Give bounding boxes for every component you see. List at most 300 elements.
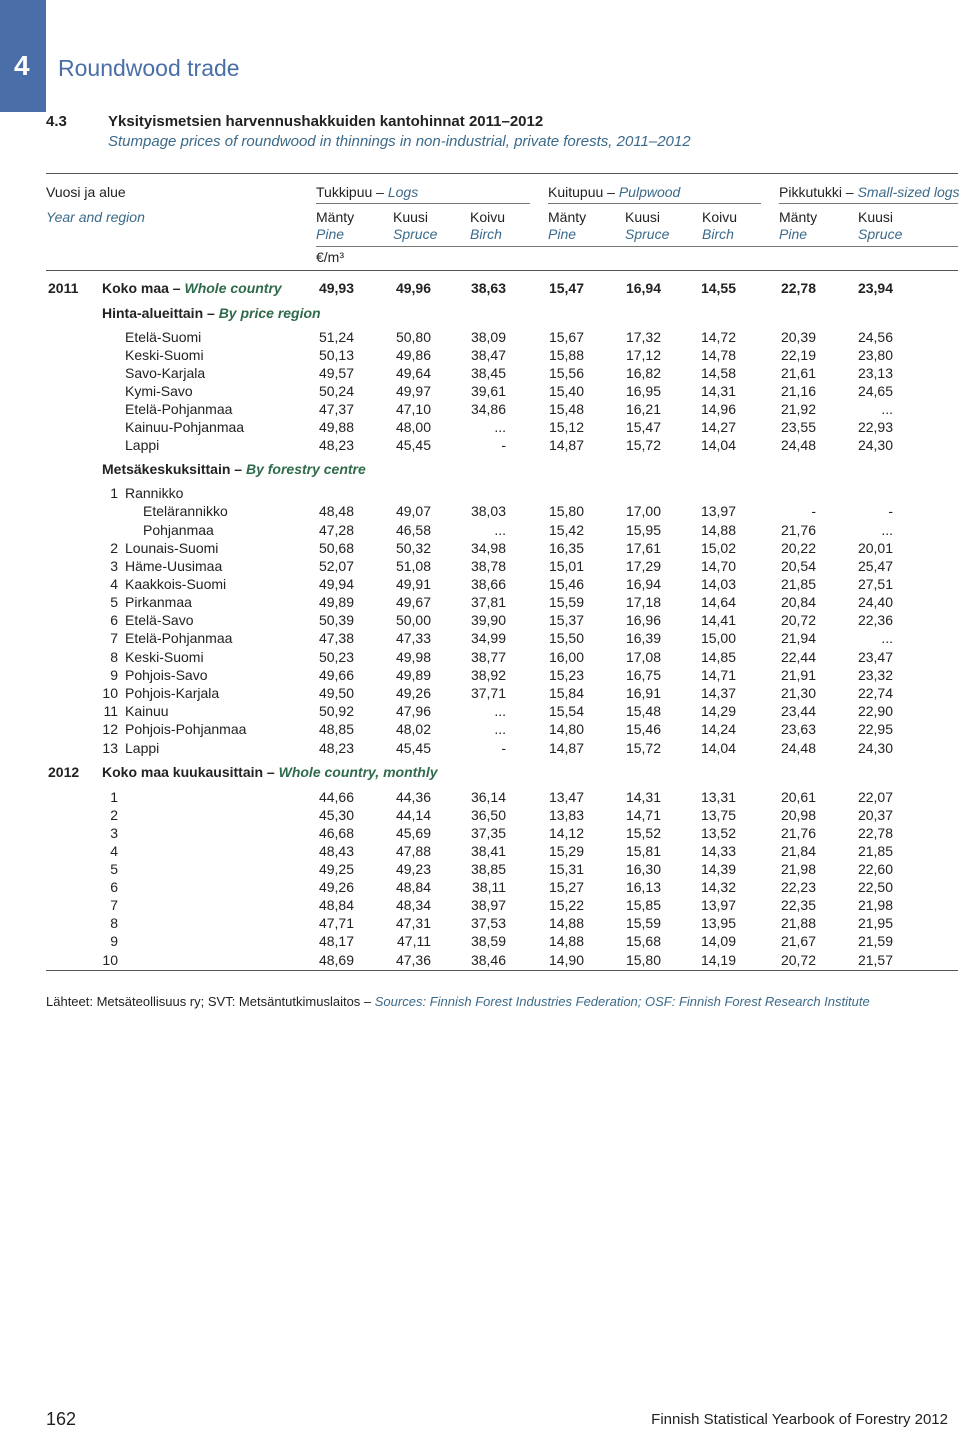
table-section-heading — [0, 461, 960, 479]
value-cell: 14,12 — [548, 825, 584, 841]
year-cell: 2011 — [48, 280, 79, 296]
value-cell: 13,97 — [700, 503, 736, 519]
table-row — [0, 825, 960, 843]
value-cell: 15,81 — [625, 843, 661, 859]
value-cell: 17,18 — [625, 594, 661, 610]
row-number-cell: 8 — [110, 915, 118, 931]
value-cell: 24,56 — [857, 329, 893, 345]
value-cell: 21,85 — [857, 843, 893, 859]
value-cell: ... — [494, 721, 506, 737]
table-row — [0, 703, 960, 721]
table-row — [0, 807, 960, 825]
value-cell: 49,89 — [395, 667, 431, 683]
value-cell: 14,03 — [700, 576, 736, 592]
group-rule-pulpwood — [548, 203, 761, 204]
value-cell: 49,64 — [395, 365, 431, 381]
value-cell: 38,09 — [470, 329, 506, 345]
species-header-fi: Mänty — [316, 209, 355, 225]
row-label: Metsäkeskuksittain – By forestry centre — [102, 461, 366, 477]
value-cell: 15,48 — [548, 401, 584, 417]
value-cell: 14,58 — [700, 365, 736, 381]
table-title-fi: Yksityismetsien harvennushakkuiden kantohinnat 2011–2012 — [108, 113, 544, 130]
table-row — [0, 685, 960, 703]
value-cell: 17,00 — [625, 503, 661, 519]
value-cell: 49,50 — [318, 685, 354, 701]
table-bottom-rule — [46, 970, 958, 971]
value-cell: 15,72 — [625, 740, 661, 756]
value-cell: 50,24 — [318, 383, 354, 399]
value-cell: 13,47 — [548, 789, 584, 805]
value-cell: - — [811, 503, 816, 519]
value-cell: 45,69 — [395, 825, 431, 841]
species-header-fi: Mänty — [548, 209, 587, 225]
value-cell: 46,68 — [318, 825, 354, 841]
unit-rule — [316, 246, 958, 247]
value-cell: 15,67 — [548, 329, 584, 345]
row-label: Pirkanmaa — [125, 594, 192, 610]
value-cell: 48,85 — [318, 721, 354, 737]
value-cell: 22,44 — [780, 649, 816, 665]
row-number-cell: 1 — [110, 789, 118, 805]
species-header-fi: Mänty — [779, 209, 818, 225]
row-label: Etelä-Pohjanmaa — [125, 401, 233, 417]
value-cell: 15,47 — [625, 419, 661, 435]
value-cell: 15,80 — [625, 952, 661, 968]
value-cell: 13,52 — [700, 825, 736, 841]
table-row — [0, 740, 960, 758]
value-cell: 15,01 — [548, 558, 584, 574]
row-number-cell: 3 — [110, 825, 118, 841]
value-cell: 14,88 — [700, 522, 736, 538]
value-cell: 47,33 — [395, 630, 431, 646]
value-cell: 49,94 — [318, 576, 354, 592]
species-header-en: Spruce — [625, 226, 670, 242]
value-cell: 34,86 — [470, 401, 506, 417]
row-label: Pohjois-Pohjanmaa — [125, 721, 247, 737]
value-cell: 49,91 — [395, 576, 431, 592]
row-label: Hinta-alueittain – By price region — [102, 305, 321, 321]
value-cell: 24,30 — [857, 740, 893, 756]
value-cell: 13,95 — [700, 915, 736, 931]
value-cell: 49,96 — [395, 280, 431, 296]
row-label: Pohjois-Karjala — [125, 685, 220, 701]
table-row — [0, 721, 960, 739]
table-row — [0, 649, 960, 667]
value-cell: 38,66 — [470, 576, 506, 592]
value-cell: - — [501, 437, 506, 453]
value-cell: 22,07 — [857, 789, 893, 805]
value-cell: 16,94 — [625, 576, 661, 592]
value-cell: 37,81 — [470, 594, 506, 610]
value-cell: 44,14 — [395, 807, 431, 823]
row-number-cell: 11 — [103, 703, 118, 719]
value-cell: 14,29 — [700, 703, 736, 719]
value-cell: 24,30 — [857, 437, 893, 453]
value-cell: ... — [881, 522, 893, 538]
value-cell: 34,99 — [470, 630, 506, 646]
value-cell: 49,97 — [395, 383, 431, 399]
group-rule-small-logs — [779, 203, 958, 204]
value-cell: 47,37 — [318, 401, 354, 417]
row-label: Lappi — [125, 437, 160, 453]
value-cell: 37,53 — [470, 915, 506, 931]
species-header-en: Pine — [779, 226, 808, 242]
value-cell: 14,72 — [700, 329, 736, 345]
species-header-en: Birch — [702, 226, 734, 242]
value-cell: 16,95 — [625, 383, 661, 399]
table-row — [0, 419, 960, 437]
value-cell: 47,36 — [395, 952, 431, 968]
chapter-title: Roundwood trade — [58, 55, 240, 81]
row-label: Lounais-Suomi — [125, 540, 219, 556]
value-cell: 14,32 — [700, 879, 736, 895]
value-cell: 15,02 — [700, 540, 736, 556]
value-cell: 21,88 — [780, 915, 816, 931]
species-header-en: Birch — [470, 226, 502, 242]
value-cell: 16,75 — [625, 667, 661, 683]
value-cell: 37,35 — [470, 825, 506, 841]
value-cell: 16,82 — [625, 365, 661, 381]
table-row — [0, 329, 960, 347]
value-cell: 14,24 — [700, 721, 736, 737]
value-cell: 14,80 — [548, 721, 584, 737]
value-cell: 15,00 — [700, 630, 736, 646]
value-cell: 48,23 — [318, 740, 354, 756]
value-cell: ... — [494, 522, 506, 538]
value-cell: 38,59 — [470, 933, 506, 949]
table-row — [0, 347, 960, 365]
value-cell: 21,30 — [780, 685, 816, 701]
species-header-fi: Kuusi — [625, 209, 661, 225]
row-number-cell: 10 — [102, 952, 118, 968]
value-cell: 21,16 — [780, 383, 816, 399]
value-cell: 38,46 — [470, 952, 506, 968]
value-cell: 45,30 — [318, 807, 354, 823]
value-cell: 47,31 — [395, 915, 431, 931]
table-row — [0, 522, 960, 540]
value-cell: 48,34 — [395, 897, 431, 913]
value-cell: 13,75 — [700, 807, 736, 823]
value-cell: 37,71 — [470, 685, 506, 701]
value-cell: 22,60 — [857, 861, 893, 877]
row-number-cell: 5 — [110, 594, 118, 610]
value-cell: 44,36 — [395, 789, 431, 805]
value-cell: 21,61 — [780, 365, 816, 381]
table-title-en: Stumpage prices of roundwood in thinnings in non-industrial, private forests, 2011–2012 — [108, 133, 691, 150]
value-cell: 14,71 — [700, 667, 736, 683]
species-header-en: Pine — [548, 226, 577, 242]
value-cell: 48,02 — [395, 721, 431, 737]
group-rule-logs — [316, 203, 530, 204]
value-cell: 21,85 — [780, 576, 816, 592]
value-cell: 14,85 — [700, 649, 736, 665]
value-cell: 36,14 — [470, 789, 506, 805]
value-cell: 49,89 — [318, 594, 354, 610]
value-cell: 15,59 — [625, 915, 661, 931]
row-number-cell: 9 — [110, 933, 118, 949]
value-cell: 15,46 — [548, 576, 584, 592]
value-cell: 14,37 — [700, 685, 736, 701]
value-cell: 14,27 — [700, 419, 736, 435]
value-cell: 20,72 — [780, 612, 816, 628]
row-number-cell: 7 — [110, 897, 118, 913]
value-cell: 50,92 — [318, 703, 354, 719]
value-cell: 15,80 — [548, 503, 584, 519]
value-cell: 48,84 — [395, 879, 431, 895]
table-row — [0, 667, 960, 685]
table-row — [0, 879, 960, 897]
value-cell: 45,45 — [395, 740, 431, 756]
table-row — [0, 558, 960, 576]
value-cell: 15,40 — [548, 383, 584, 399]
value-cell: 49,26 — [395, 685, 431, 701]
value-cell: 49,66 — [318, 667, 354, 683]
row-label-en: Year and region — [46, 209, 145, 225]
table-row — [0, 437, 960, 455]
value-cell: 14,87 — [548, 740, 584, 756]
table-number: 4.3 — [46, 113, 67, 130]
value-cell: 21,84 — [780, 843, 816, 859]
value-cell: 23,63 — [780, 721, 816, 737]
table-row — [0, 540, 960, 558]
value-cell: 15,72 — [625, 437, 661, 453]
value-cell: 22,74 — [857, 685, 893, 701]
value-cell: 14,87 — [548, 437, 584, 453]
value-cell: 38,77 — [470, 649, 506, 665]
table-row — [0, 915, 960, 933]
value-cell: 15,22 — [548, 897, 584, 913]
value-cell: 14,41 — [700, 612, 736, 628]
value-cell: 14,64 — [700, 594, 736, 610]
value-cell: 47,88 — [395, 843, 431, 859]
row-number-cell: 9 — [110, 667, 118, 683]
value-cell: 50,00 — [395, 612, 431, 628]
value-cell: 21,76 — [780, 825, 816, 841]
table-section-heading — [0, 305, 960, 323]
value-cell: 38,63 — [470, 280, 506, 296]
value-cell: 21,76 — [780, 522, 816, 538]
value-cell: 20,54 — [780, 558, 816, 574]
row-number-cell: 4 — [110, 843, 118, 859]
value-cell: 15,85 — [625, 897, 661, 913]
row-label: Pohjois-Savo — [125, 667, 208, 683]
species-header-en: Pine — [316, 226, 345, 242]
value-cell: ... — [494, 703, 506, 719]
value-cell: 14,09 — [700, 933, 736, 949]
value-cell: 21,91 — [780, 667, 816, 683]
value-cell: 22,50 — [857, 879, 893, 895]
value-cell: 24,65 — [857, 383, 893, 399]
value-cell: 15,47 — [548, 280, 584, 296]
value-cell: 14,88 — [548, 915, 584, 931]
value-cell: 38,85 — [470, 861, 506, 877]
value-cell: 47,10 — [395, 401, 431, 417]
value-cell: 21,67 — [780, 933, 816, 949]
value-cell: 39,90 — [470, 612, 506, 628]
value-cell: 15,27 — [548, 879, 584, 895]
value-cell: 38,92 — [470, 667, 506, 683]
value-cell: 23,32 — [857, 667, 893, 683]
value-cell: 15,12 — [548, 419, 584, 435]
value-cell: 25,47 — [857, 558, 893, 574]
value-cell: 20,84 — [780, 594, 816, 610]
chapter-tab — [0, 0, 46, 112]
value-cell: 22,78 — [857, 825, 893, 841]
value-cell: 38,45 — [470, 365, 506, 381]
row-number-cell: 13 — [102, 740, 118, 756]
value-cell: 50,23 — [318, 649, 354, 665]
value-cell: ... — [881, 401, 893, 417]
row-label: Kainuu-Pohjanmaa — [125, 419, 245, 435]
value-cell: 16,30 — [625, 861, 661, 877]
value-cell: 17,61 — [625, 540, 661, 556]
value-cell: 49,98 — [395, 649, 431, 665]
value-cell: 47,28 — [318, 522, 354, 538]
value-cell: 49,86 — [395, 347, 431, 363]
value-cell: 15,42 — [548, 522, 584, 538]
value-cell: 13,83 — [548, 807, 584, 823]
value-cell: 23,94 — [857, 280, 893, 296]
value-cell: 38,97 — [470, 897, 506, 913]
value-cell: 15,23 — [548, 667, 584, 683]
value-cell: 15,95 — [625, 522, 661, 538]
species-header-fi: Koivu — [702, 209, 738, 225]
table-row — [0, 952, 960, 970]
row-label: Etelärannikko — [143, 503, 228, 519]
value-cell: ... — [494, 419, 506, 435]
value-cell: 15,84 — [548, 685, 584, 701]
row-label: Etelä-Pohjanmaa — [125, 630, 233, 646]
row-label: Etelä-Suomi — [125, 329, 202, 345]
value-cell: 36,50 — [470, 807, 506, 823]
value-cell: 45,45 — [395, 437, 431, 453]
value-cell: 39,61 — [470, 383, 506, 399]
value-cell: 13,31 — [700, 789, 736, 805]
value-cell: 50,39 — [318, 612, 354, 628]
row-number-cell: 6 — [110, 612, 118, 628]
value-cell: 49,23 — [395, 861, 431, 877]
row-label: Savo-Karjala — [125, 365, 206, 381]
table-top-rule — [46, 173, 958, 174]
table-row — [0, 383, 960, 401]
row-number-cell: 10 — [102, 685, 118, 701]
row-number-cell: 4 — [110, 576, 118, 592]
value-cell: 22,78 — [780, 280, 816, 296]
value-cell: 22,90 — [857, 703, 893, 719]
value-cell: 14,96 — [700, 401, 736, 417]
value-cell: 51,08 — [395, 558, 431, 574]
value-cell: 49,88 — [318, 419, 354, 435]
species-header-en: Spruce — [393, 226, 438, 242]
row-number-cell: 2 — [110, 807, 118, 823]
value-cell: 22,23 — [780, 879, 816, 895]
value-cell: 48,00 — [395, 419, 431, 435]
value-cell: 16,94 — [625, 280, 661, 296]
value-cell: 21,98 — [780, 861, 816, 877]
row-label: Etelä-Savo — [125, 612, 194, 628]
value-cell: 49,26 — [318, 879, 354, 895]
value-cell: 14,04 — [700, 437, 736, 453]
row-label: Koko maa – Whole country — [102, 280, 282, 296]
value-cell: 16,35 — [548, 540, 584, 556]
value-cell: 23,13 — [857, 365, 893, 381]
value-cell: 23,80 — [857, 347, 893, 363]
value-cell: 49,07 — [395, 503, 431, 519]
value-cell: 50,32 — [395, 540, 431, 556]
value-cell: 17,12 — [625, 347, 661, 363]
value-cell: 14,71 — [625, 807, 661, 823]
value-cell: 15,46 — [625, 721, 661, 737]
value-cell: 17,08 — [625, 649, 661, 665]
row-label: Koko maa kuukausittain – Whole country, monthly — [102, 764, 438, 780]
row-label: Lappi — [125, 740, 160, 756]
value-cell: 14,33 — [700, 843, 736, 859]
value-cell: 38,78 — [470, 558, 506, 574]
value-cell: 15,68 — [625, 933, 661, 949]
value-cell: 48,17 — [318, 933, 354, 949]
year-cell: 2012 — [48, 764, 80, 780]
table-row — [0, 280, 960, 298]
row-number-cell: 5 — [110, 861, 118, 877]
table-row — [0, 576, 960, 594]
value-cell: 20,39 — [780, 329, 816, 345]
value-cell: 38,11 — [472, 879, 506, 895]
value-cell: 16,39 — [625, 630, 661, 646]
value-cell: 48,23 — [318, 437, 354, 453]
value-cell: 20,98 — [780, 807, 816, 823]
value-cell: 24,40 — [857, 594, 893, 610]
value-cell: 38,47 — [470, 347, 506, 363]
row-number-cell: 1 — [110, 485, 118, 501]
value-cell: 15,54 — [548, 703, 584, 719]
value-cell: 15,56 — [548, 365, 584, 381]
value-cell: 48,69 — [318, 952, 354, 968]
row-label: Kaakkois-Suomi — [125, 576, 227, 592]
group-header-pulpwood: Kuitupuu – Pulpwood — [548, 184, 681, 200]
group-header-small-logs: Pikkutukki – Small-sized logs — [779, 184, 960, 200]
table-row — [0, 789, 960, 807]
value-cell: 16,96 — [625, 612, 661, 628]
value-cell: 22,35 — [780, 897, 816, 913]
species-header-fi: Kuusi — [393, 209, 429, 225]
table-row — [0, 933, 960, 951]
value-cell: 38,03 — [470, 503, 506, 519]
value-cell: 20,01 — [857, 540, 893, 556]
value-cell: 23,47 — [857, 649, 893, 665]
value-cell: 21,59 — [857, 933, 893, 949]
value-cell: 14,90 — [548, 952, 584, 968]
table-row — [0, 485, 960, 503]
value-cell: 47,71 — [318, 915, 354, 931]
value-cell: 20,22 — [780, 540, 816, 556]
value-cell: 22,19 — [780, 347, 816, 363]
value-cell: 22,36 — [857, 612, 893, 628]
value-cell: 16,00 — [548, 649, 584, 665]
value-cell: 24,48 — [780, 437, 816, 453]
publication-title: Finnish Statistical Yearbook of Forestry 2012 — [651, 1411, 948, 1428]
value-cell: 50,68 — [318, 540, 354, 556]
value-cell: 13,97 — [700, 897, 736, 913]
value-cell: 15,37 — [548, 612, 584, 628]
header-bottom-rule — [46, 270, 958, 271]
value-cell: 15,88 — [548, 347, 584, 363]
value-cell: 22,93 — [857, 419, 893, 435]
value-cell: 23,55 — [780, 419, 816, 435]
value-cell: 48,84 — [318, 897, 354, 913]
value-cell: ... — [881, 630, 893, 646]
value-cell: 49,57 — [318, 365, 354, 381]
value-cell: 14,55 — [700, 280, 736, 296]
